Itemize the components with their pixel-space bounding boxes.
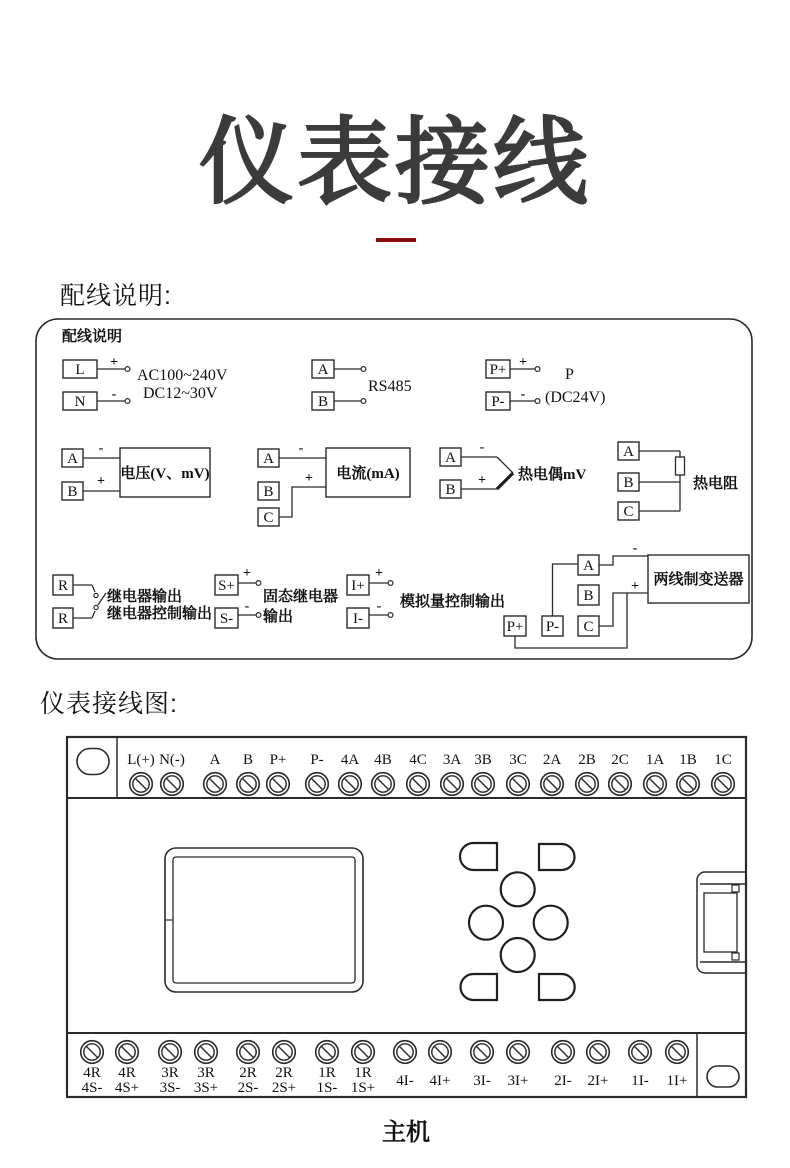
screw-terminal [629,1041,652,1064]
top-terminal-labels [127,752,732,768]
group-analog-output [347,566,505,628]
terminal-label-B: B [263,484,274,500]
bottom-terminal-label: 2R [275,1065,293,1081]
terminal-label-I-minus: I- [353,611,363,627]
bottom-terminal-labels-right [396,1073,687,1089]
button-right [534,906,568,940]
screw-terminal [644,773,667,796]
top-terminal-label: 2C [611,752,629,768]
power-voltage-range-1: AC100~240V [137,367,228,384]
lcd-screen [165,848,363,992]
terminal-label-C: C [623,504,634,520]
ssr-plus-node [256,581,261,586]
screw-terminal [429,1041,452,1064]
terminal-block-diagram [60,730,760,1105]
ssr-minus-node [256,613,261,618]
screw-terminal [81,1041,104,1064]
rs485-wires [334,369,361,401]
section-heading-wiring-diagram: 仪表接线图: [40,690,178,718]
title-accent-dash [376,238,416,242]
terminal-label-S-minus: S- [219,611,234,627]
mounting-hole-bottom-right [707,1066,739,1087]
screw-terminal [237,773,260,796]
top-terminal-label: N(-) [159,752,185,768]
minus-sign: - [98,441,104,456]
screw-terminal [666,1041,689,1064]
ssr-label-line2: 输出 [263,609,294,625]
side-connector-pin-bottom [732,953,739,960]
button-top-left [460,843,497,870]
screw-terminal [237,1041,260,1064]
screw-terminal [677,773,700,796]
top-terminal-label: 4B [374,752,392,768]
top-terminal-label: 2A [542,752,562,768]
screw-terminal [394,1041,417,1064]
screw-terminal [712,773,735,796]
plus-sign: + [478,473,486,488]
group-voltage-input [62,441,210,500]
top-terminal-label: P- [310,752,324,768]
page-title: 仪表接线 [198,110,591,216]
aux-minus-node [535,399,540,404]
minus-sign: - [479,440,485,455]
bottom-terminal-label: 1R [354,1065,372,1081]
top-terminal-label: L(+) [127,752,155,768]
screw-terminal [159,1041,182,1064]
bottom-terminal-label: 2R [239,1065,257,1081]
top-terminal-label: A [209,752,221,768]
bottom-terminal-label: 1I- [631,1073,649,1089]
bottom-terminal-label: 2I- [554,1073,572,1089]
top-terminal-label: 3A [442,752,462,768]
button-left [469,906,503,940]
current-wires [279,458,326,517]
device-caption: 主机 [382,1120,430,1146]
screw-terminal [407,773,430,796]
voltage-device-label: 电压(V、mV) [120,466,210,482]
bottom-terminal-label: 4S+ [114,1080,140,1096]
bottom-terminal-label: 4I- [396,1073,414,1089]
bottom-terminal-labels-left [82,1065,376,1096]
terminal-label-P-plus: P+ [489,362,507,378]
terminal-label-B: B [67,484,78,500]
screw-terminal [267,773,290,796]
screw-terminal [130,773,153,796]
bottom-terminal-label: 3S- [159,1080,181,1096]
screw-terminal [441,773,464,796]
bottom-terminal-label: 3I+ [507,1073,529,1089]
group-current-input [258,441,410,526]
top-terminal-label: 1A [645,752,665,768]
side-connector-slot [704,893,737,952]
power-plus-node [125,367,130,372]
rs485-a-node [361,367,366,372]
terminal-label-I-plus: I+ [351,578,365,594]
screw-terminal [161,773,184,796]
thermocouple-wires [461,457,513,489]
relay-control-output-label: 继电器控制输出 [107,606,213,622]
minus-sign: - [244,599,250,614]
relay-wires [73,585,106,618]
screw-terminal [372,773,395,796]
bottom-terminal-label: 1S- [316,1080,338,1096]
side-connector [697,872,746,973]
minus-sign: - [520,387,526,402]
terminal-label-P-minus: P- [491,394,505,410]
group-rtd-input [618,442,738,520]
plus-sign: + [110,355,118,370]
screw-terminal [339,773,362,796]
group-ssr-output [215,566,338,628]
top-terminal-label: 4A [340,752,360,768]
screw-terminal [306,773,329,796]
screw-terminal [316,1041,339,1064]
button-down [501,938,535,972]
bottom-terminal-label: 4S- [81,1080,103,1096]
terminal-label-P-minus: P- [545,619,560,635]
rtd-label: 热电阻 [693,476,739,492]
terminal-label-R2: R [57,611,69,627]
top-terminal-label: B [242,752,254,768]
ssr-label-line1: 固态继电器 [263,589,339,605]
terminal-label-P-plus: P+ [506,619,524,635]
terminal-label-B: B [317,394,329,410]
top-terminal-screws [130,773,735,796]
rtd-resistor-symbol [676,457,685,475]
minus-sign: - [632,541,638,556]
group-two-wire-transmitter [504,541,749,648]
bottom-terminal-label: 2S- [237,1080,259,1096]
bottom-terminal-label: 3R [161,1065,179,1081]
button-cluster [460,843,575,1000]
side-connector-pin-top [732,885,739,892]
terminal-label-B: B [583,588,594,604]
terminal-label-A: A [445,450,456,466]
thermocouple-label: 热电偶mV [518,467,587,483]
group-power [63,355,228,410]
aux-power-voltage: (DC24V) [545,389,606,406]
screw-terminal [552,1041,575,1064]
bottom-terminal-label: 4R [83,1065,101,1081]
bottom-terminal-label: 3R [197,1065,215,1081]
mounting-hole-top-left [77,749,109,775]
screw-terminal [273,1041,296,1064]
top-terminal-label: 3C [509,752,527,768]
screw-terminal [116,1041,139,1064]
screw-terminal [587,1041,610,1064]
bottom-terminal-label: 2S+ [271,1080,297,1096]
bottom-terminal-screws [81,1041,689,1064]
power-voltage-range-2: DC12~30V [143,385,218,402]
plus-sign: + [305,471,313,486]
bottom-terminal-label: 3I- [473,1073,491,1089]
button-top-right [539,844,575,870]
terminal-label-R1: R [57,578,69,594]
terminal-label-A: A [317,362,329,378]
terminal-label-A: A [263,451,274,467]
screw-terminal [472,773,495,796]
terminal-label-A: A [623,444,634,460]
aux-plus-node [535,367,540,372]
group-thermocouple-input [440,440,586,498]
screw-terminal [204,773,227,796]
analog-minus-node [388,613,393,618]
screw-terminal [507,1041,530,1064]
wiring-box-title: 配线说明 [62,329,123,345]
minus-sign: - [376,599,382,614]
terminal-label-B: B [623,475,634,491]
bottom-terminal-label: 1S+ [350,1080,376,1096]
screw-terminal [471,1041,494,1064]
wiring-instructions-diagram [35,318,753,660]
terminal-label-A: A [67,451,78,467]
bottom-terminal-label: 4I+ [429,1073,451,1089]
screw-terminal [541,773,564,796]
terminal-label-L: L [75,362,85,378]
terminal-label-C: C [263,510,274,526]
bottom-terminal-label: 4R [118,1065,136,1081]
rtd-wires [639,451,680,511]
plus-sign: + [375,566,383,581]
rs485-label: RS485 [368,378,412,395]
bottom-terminal-label: 2I+ [587,1073,609,1089]
rs485-b-node [361,399,366,404]
screw-terminal [609,773,632,796]
top-terminal-label: 2B [578,752,596,768]
button-up [501,872,535,906]
terminal-label-S-plus: S+ [218,578,235,594]
group-rs485 [312,360,412,410]
analog-plus-node [388,581,393,586]
top-terminal-label: 1B [679,752,697,768]
bottom-terminal-label: 1R [318,1065,336,1081]
terminal-label-A: A [583,558,594,574]
terminal-label-B: B [445,482,456,498]
screw-terminal [352,1041,375,1064]
plus-sign: + [97,474,105,489]
screw-terminal [195,1041,218,1064]
thermocouple-positive-leg [497,473,513,489]
button-bottom-left [461,974,498,1000]
group-relay-output [53,575,212,628]
minus-sign: - [111,387,117,402]
button-bottom-right [539,974,575,1000]
plus-sign: + [243,566,251,581]
relay-output-label: 继电器输出 [107,589,183,605]
plus-sign: + [631,579,639,594]
terminal-label-N: N [74,394,86,410]
group-aux-power [486,355,605,410]
top-terminal-label: 1C [714,752,732,768]
aux-power-label: P [565,366,574,383]
bottom-terminal-label: 1I+ [666,1073,688,1089]
top-terminal-label: 3B [474,752,492,768]
section-heading-wiring-notes: 配线说明: [60,282,172,310]
top-terminal-label: P+ [269,752,287,768]
relay-contact-node-1 [94,593,98,597]
analog-output-label: 模拟量控制输出 [400,594,506,610]
transmitter-label: 两线制变送器 [653,572,744,588]
plus-sign: + [519,355,527,370]
relay-contact-node-2 [94,605,98,609]
screw-terminal [507,773,530,796]
top-terminal-label: 4C [409,752,427,768]
screw-terminal [576,773,599,796]
power-minus-node [125,399,130,404]
minus-sign: - [298,441,304,456]
current-device-label: 电流(mA) [336,466,400,482]
bottom-terminal-label: 3S+ [193,1080,219,1096]
terminal-label-C: C [583,619,594,635]
